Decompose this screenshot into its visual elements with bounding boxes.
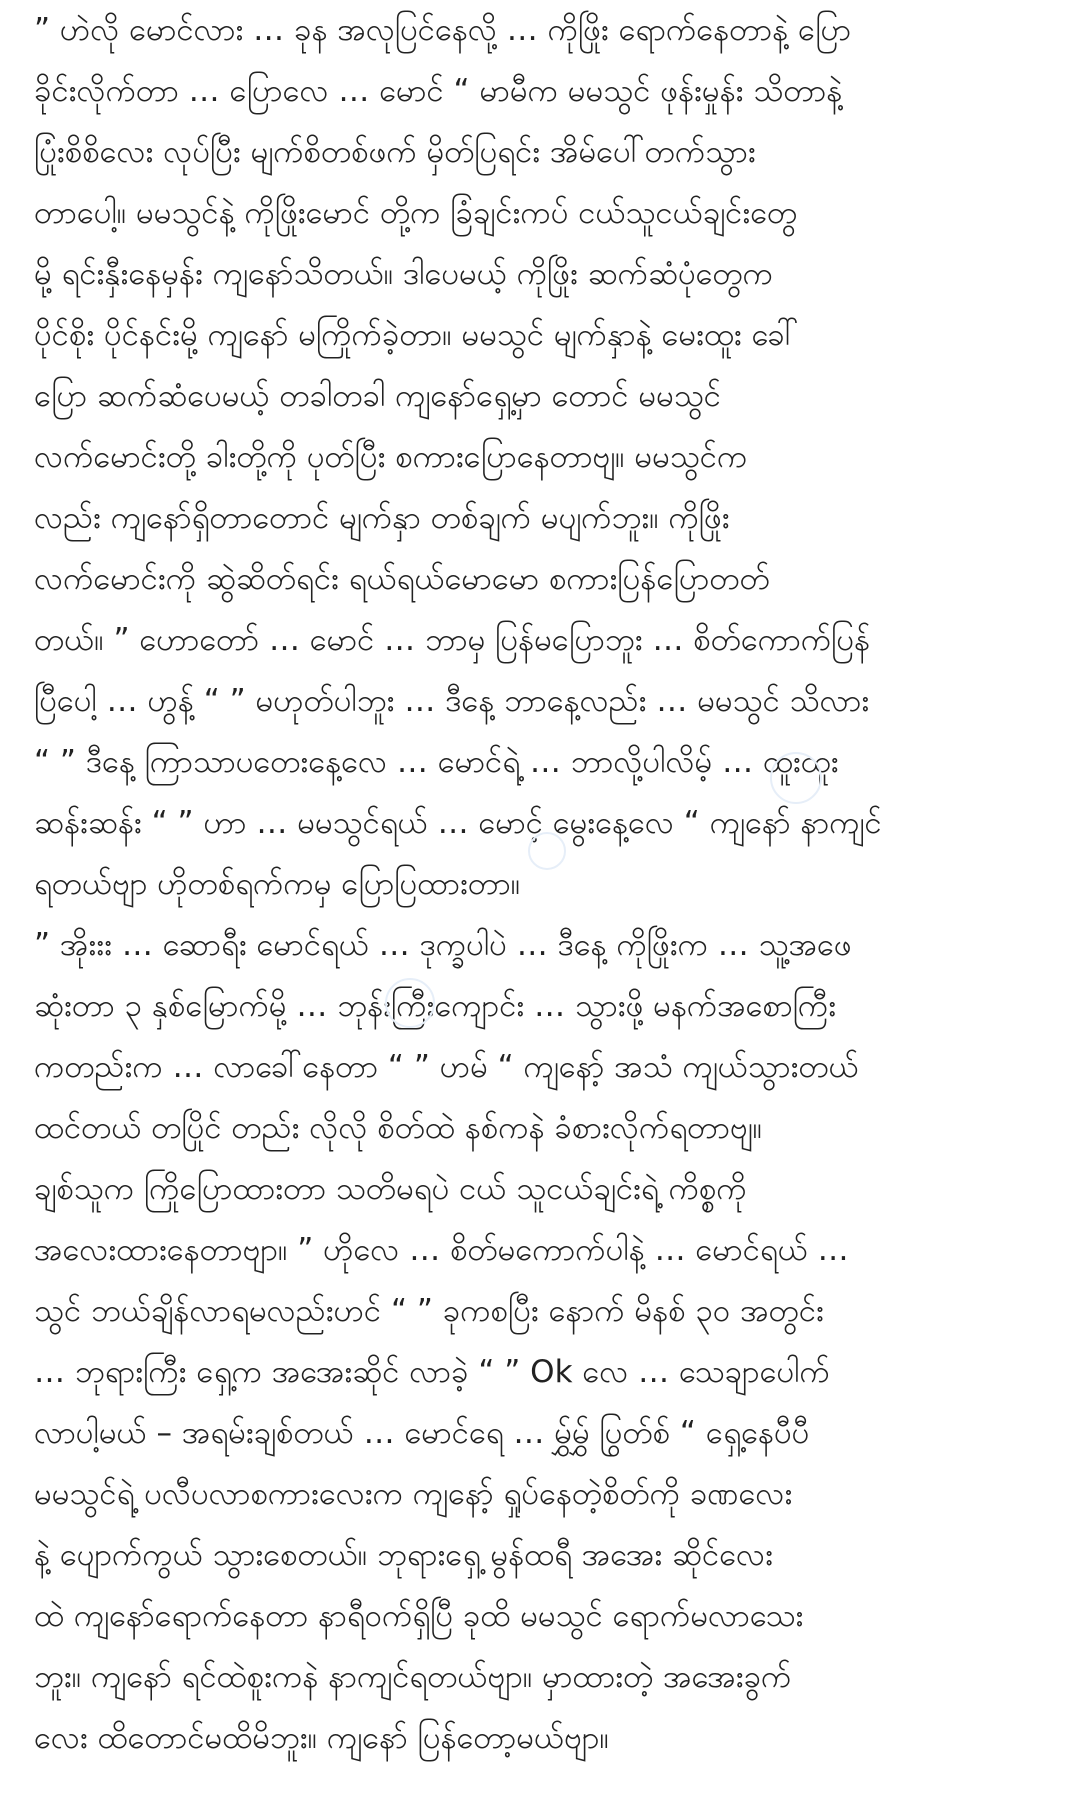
text-line: ကတည်းက … လာခေါ်နေတာ “ ” ဟမ် “ ကျနော့် အသံ ကျယ်သွားတယ် — [34, 1049, 859, 1085]
text-line: နဲ့ ပျောက်ကွယ် သွားစေတယ်။ ဘုရားရှေ့ မွန်ထရီ အအေး ဆိုင်လေး — [34, 1537, 773, 1573]
paragraph-1 — [34, 0, 1054, 915]
text-line: ချစ်သူက ကြိုပြောထားတာ သတိမရပဲ ငယ် သူငယ်ချင်းရဲ့ ကိစ္စကို — [34, 1171, 747, 1207]
text-line: ” အိုးးး … ဆောရီး မောင်ရယ် … ဒုက္ခပါပဲ … ဒီနေ့ ကိုဖြိုးက … သူ့အဖေ — [34, 927, 852, 963]
text-line: တာပေါ့။ မမသွင်နဲ့ ကိုဖြိုးမောင် တို့က ခြံချင်းကပ် ငယ်သူငယ်ချင်းတွေ — [34, 195, 798, 231]
text-line: ” ဟဲလို မောင်လား … ခုန အလုပြင်နေလို့ … ကိုဖြိုး ရောက်နေတာနဲ့ ပြော — [34, 12, 852, 48]
text-line: “ ” ဒီနေ့ ကြာသာပတေးနေ့လေ … မောင်ရဲ့ … ဘာလို့ပါလိမ့် … ထူးထူး — [34, 744, 839, 780]
text-line: ထင်တယ် တပြိုင် တည်း လိုလို စိတ်ထဲ နစ်ကနဲ ခံစားလိုက်ရတာဗျ။ — [34, 1110, 763, 1146]
watermark-circle — [385, 978, 435, 1028]
text-line: ပြော ဆက်ဆံပေမယ့် တခါတခါ ကျနော်ရှေ့မှာ တောင် မမသွင် — [34, 378, 721, 414]
text-line: ပြီပေါ့ … ဟွန့် “ ” မဟုတ်ပါဘူး … ဒီနေ့ ဘာနေ့လည်း … မမသွင် သိလား — [34, 683, 870, 719]
text-line: ရတယ်ဗျာ ဟိုတစ်ရက်ကမှ ပြောပြထားတာ။ — [34, 866, 521, 902]
watermark-circle — [528, 832, 566, 870]
text-line: ဆန်းဆန်း “ ” ဟာ … မမသွင်ရယ် … မောင့် မွေးနေ့လေ “ ကျနော် နာကျင် — [34, 805, 882, 841]
text-line: … ဘုရားကြီး ရှေ့က အအေးဆိုင် လာခဲ့ “ ” Ok လေ … သေချာပေါက် — [34, 1354, 830, 1390]
text-line: လာပါ့မယ် – အရမ်းချစ်တယ် … မောင်ရေ … မွှ်မွှ် ပြွတ်စ် “ ရှေ့နေပီပီ — [34, 1415, 810, 1451]
text-line: မို့ ရင်းနှီးနေမှန်း ကျနော်သိတယ်။ ဒါပေမယ့် ကိုဖြိုး ဆက်ဆံပုံတွေက — [34, 256, 773, 292]
text-line: လေး ထိတောင်မထိမိဘူး။ ကျနော် ပြန်တော့မယ်ဗျာ။ — [34, 1720, 609, 1756]
text-line: လက်မောင်းကို ဆွဲဆိတ်ရင်း ရယ်ရယ်မောမော စကားပြန်ပြောတတ် — [34, 561, 770, 597]
text-line: တယ်။ ” ဟောတော် … မောင် … ဘာမှ ပြန်မပြောဘူး … စိတ်ကောက်ပြန် — [34, 622, 871, 658]
text-line: ခိုင်းလိုက်တာ … ပြောလေ … မောင် “ မာမီက မမသွင် ဖုန်းမှုန်း သိတာနဲ့ — [34, 73, 843, 109]
text-line: ပိုင်စိုး ပိုင်နင်းမို့ ကျနော် မကြိုက်ခဲ့တာ။ မမသွင် မျက်နှာနဲ့ မေးထူး ခေါ် — [34, 317, 799, 353]
text-line: ထဲ ကျနော်ရောက်နေတာ နာရီဝက်ရှိပြီ ခုထိ မမသွင် ရောက်မလာသေး — [34, 1598, 804, 1634]
watermark-circle — [770, 752, 822, 804]
text-line: ပြုံးစိစိလေး လုပ်ပြီး မျက်စိတစ်ဖက် မှိတ်ပြရင်း အိမ်ပေါ်တက်သွား — [34, 134, 756, 170]
text-line: လည်း ကျနော်ရှိတာတောင် မျက်နှာ တစ်ချက် မပျက်ဘူး။ ကိုဖြိုး — [34, 500, 730, 536]
text-line: မမသွင်ရဲ့ ပလီပလာစကားလေးက ကျနော့် ရှုပ်နေတဲ့စိတ်ကို ခဏလေး — [34, 1476, 793, 1512]
text-line: လက်မောင်းတို့ ခါးတို့ကို ပုတ်ပြီး စကားပြောနေတာဗျ။ မမသွင်က — [34, 439, 748, 475]
text-line: သွင် ဘယ်ချိန်လာရမလည်းဟင် “ ” ခုကစပြီး နောက် မိနစ် ၃၀ အတွင်း — [34, 1293, 824, 1329]
text-line: ဆုံးတာ ၃ နှစ်မြောက်မို့ … ဘုန်းကြီးကျောင်း … သွားဖို့ မနက်အစောကြီး — [34, 988, 837, 1024]
text-line: ဘူး။ ကျနော် ရင်ထဲစူးကနဲ နာကျင်ရတယ်ဗျာ။ မှာထားတဲ့ အအေးခွက် — [34, 1659, 792, 1695]
paragraph-2 — [34, 915, 1054, 1769]
text-line: အလေးထားနေတာဗျာ။ ” ဟိုလေ … စိတ်မကောက်ပါနဲ့ … မောင်ရယ် … — [34, 1232, 849, 1268]
